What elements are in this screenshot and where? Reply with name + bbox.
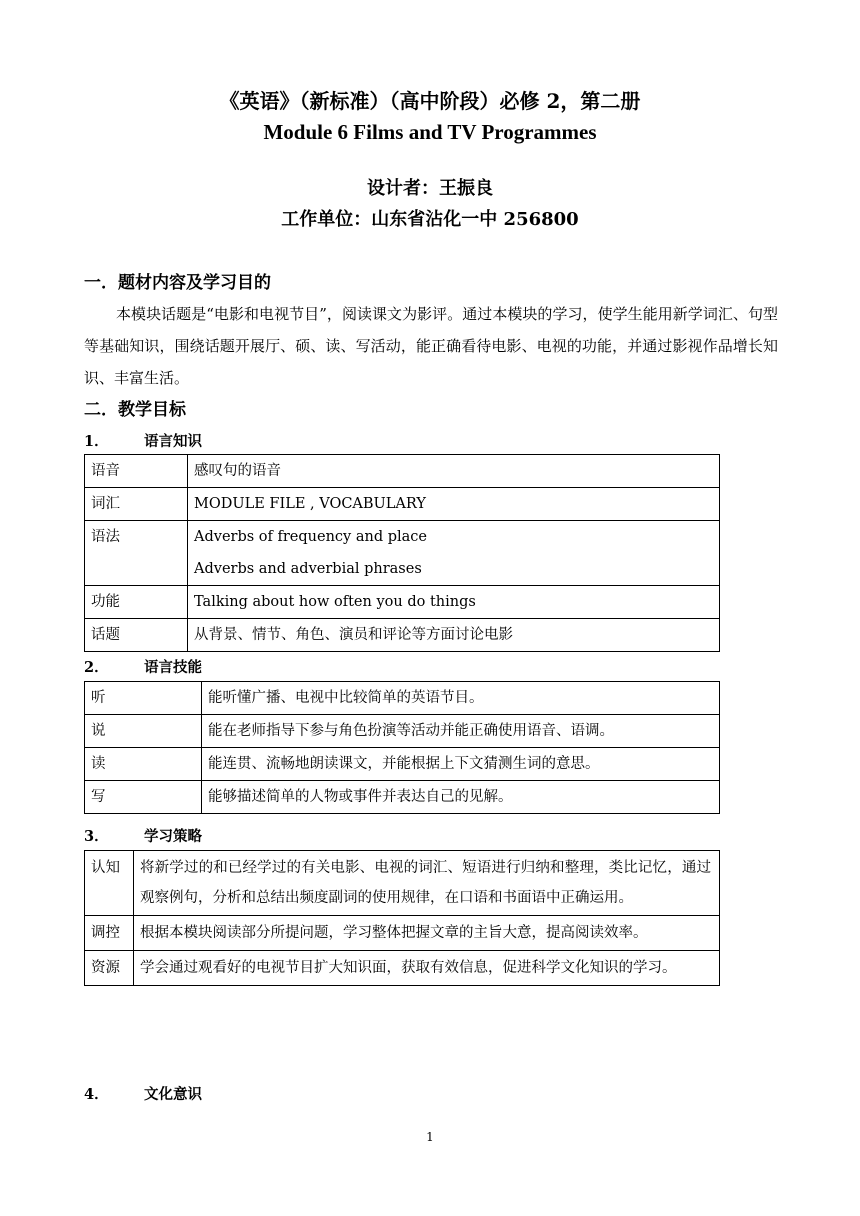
row-value: 将新学过的和已经学过的有关电影、电视的词汇、短语进行归纳和整理，类比记忆，通过观察例句，分析和总结出频度副词的使用规律，在口语和书面语中正确运用。	[134, 851, 720, 916]
row-value: 能够描述简单的人物或事件并表达自己的见解。	[202, 781, 720, 814]
row-name: 调控	[85, 916, 134, 951]
subsection-language-knowledge	[84, 432, 202, 452]
table-row	[85, 619, 720, 652]
subsection-number: 2．	[84, 659, 109, 676]
workplace-line: 工作单位：山东省沾化一中 256800	[281, 209, 579, 230]
document-title-cn: 《英语》（新标准）（高中阶段）必修 2，第二册	[219, 89, 641, 113]
row-name: 写	[85, 781, 202, 814]
table-row	[85, 521, 720, 586]
row-value: Talking about how often you do things	[188, 586, 720, 619]
row-value: 根据本模块阅读部分所提问题，学习整体把握文章的主旨大意，提高阅读效率。	[134, 916, 720, 951]
row-name: 语法	[85, 521, 188, 586]
subsection-cultural-awareness	[84, 1085, 202, 1105]
table-row	[85, 488, 720, 521]
row-value-line: Adverbs and adverbial phrases	[194, 561, 422, 577]
table-row	[85, 682, 720, 715]
subsection-label: 语言技能	[144, 659, 202, 676]
subsection-label: 文化意识	[144, 1086, 202, 1103]
row-value	[188, 521, 720, 586]
row-name: 话题	[85, 619, 188, 652]
section2-heading: 二．教学目标	[84, 400, 186, 420]
language-skills-table	[84, 681, 720, 814]
row-name: 词汇	[85, 488, 188, 521]
row-value: MODULE FILE , VOCABULARY	[188, 488, 720, 521]
subsection-learning-strategies	[84, 827, 202, 847]
table-row	[85, 715, 720, 748]
subsection-language-skills	[84, 658, 202, 678]
row-name: 认知	[85, 851, 134, 916]
section1-paragraph: 本模块话题是“电影和电视节目”，阅读课文为影评。通过本模块的学习，使学生能用新学词汇、句型等基础知识，围绕话题开展厅、硕、读、写活动，能正确看待电影、电视的功能，并通过影视作品增长知识、丰富生活。	[84, 305, 778, 387]
row-name: 资源	[85, 951, 134, 986]
subsection-label: 语言知识	[144, 433, 202, 450]
row-name: 听	[85, 682, 202, 715]
row-value: 能连贯、流畅地朗读课文，并能根据上下文猜测生词的意思。	[202, 748, 720, 781]
table-row	[85, 916, 720, 951]
table-row	[85, 748, 720, 781]
row-value-line: Adverbs of frequency and place	[194, 529, 427, 545]
row-name: 语音	[85, 455, 188, 488]
subsection-number: 4．	[84, 1086, 109, 1103]
subsection-number: 1．	[84, 433, 109, 450]
row-value: 能听懂广播、电视中比较简单的英语节目。	[202, 682, 720, 715]
document-title-en: Module 6 Films and TV Programmes	[263, 120, 597, 144]
table-row	[85, 851, 720, 916]
subsection-label: 学习策略	[144, 828, 202, 845]
designer-line: 设计者：王振良	[367, 178, 493, 199]
learning-strategies-table	[84, 850, 720, 986]
row-value: 感叹句的语音	[188, 455, 720, 488]
table-row	[85, 586, 720, 619]
table-row	[85, 455, 720, 488]
row-value: 能在老师指导下参与角色扮演等活动并能正确使用语音、语调。	[202, 715, 720, 748]
row-value: 学会通过观看好的电视节目扩大知识面，获取有效信息，促进科学文化知识的学习。	[134, 951, 720, 986]
row-name: 功能	[85, 586, 188, 619]
row-name: 读	[85, 748, 202, 781]
row-name: 说	[85, 715, 202, 748]
language-knowledge-table	[84, 454, 720, 652]
row-value: 从背景、情节、角色、演员和评论等方面讨论电影	[188, 619, 720, 652]
page-number: 1	[426, 1130, 434, 1144]
section1-heading: 一．题材内容及学习目的	[84, 273, 271, 293]
table-row	[85, 781, 720, 814]
table-row	[85, 951, 720, 986]
subsection-number: 3．	[84, 828, 109, 845]
